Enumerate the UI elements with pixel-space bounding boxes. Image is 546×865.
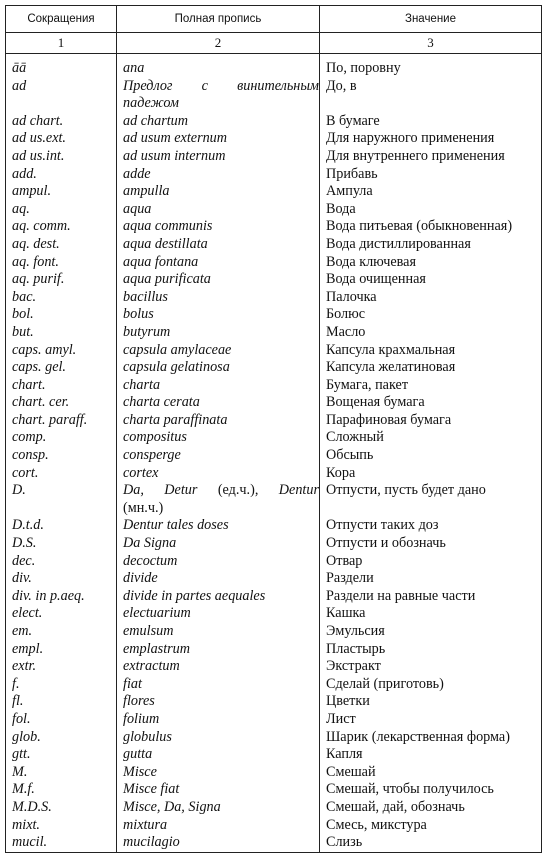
meaning-cell: Слизь <box>320 834 542 852</box>
abbreviation-cell: gtt. <box>6 746 117 764</box>
table-row <box>6 412 542 430</box>
meaning-cell: По, поровну <box>320 54 542 78</box>
abbreviation-cell: bol. <box>6 306 117 324</box>
abbreviation-cell: comp. <box>6 429 117 447</box>
meaning-cell: Ампула <box>320 183 542 201</box>
table-row <box>6 447 542 465</box>
full-spelling-cell: ana <box>117 54 320 78</box>
table-body <box>6 54 542 853</box>
meaning-cell: Обсыпь <box>320 447 542 465</box>
full-spelling-cell: ad usum internum <box>117 148 320 166</box>
table-row <box>6 201 542 219</box>
abbreviation-cell: dec. <box>6 553 117 571</box>
full-spelling-cell: ad usum externum <box>117 130 320 148</box>
meaning-cell: Отпусти, пусть будет дано <box>320 482 542 517</box>
meaning-cell: Капсула крахмальная <box>320 342 542 360</box>
full-spelling-part: Dentur <box>278 482 319 499</box>
full-spelling-cell: capsula gelatinosa <box>117 359 320 377</box>
meaning-cell: Цветки <box>320 693 542 711</box>
meaning-cell: Бумага, пакет <box>320 377 542 395</box>
abbreviation-cell: add. <box>6 166 117 184</box>
full-spelling-line: (мн.ч.) <box>123 499 164 516</box>
full-spelling-cell: aqua fontana <box>117 254 320 272</box>
full-spelling-cell: Misce, Da, Signa <box>117 799 320 817</box>
meaning-cell: Лист <box>320 711 542 729</box>
column-number: 2 <box>117 33 320 54</box>
meaning-cell: Вода очищенная <box>320 271 542 289</box>
table-row <box>6 605 542 623</box>
full-spelling-cell: butyrum <box>117 324 320 342</box>
table-row <box>6 324 542 342</box>
meaning-cell: Пластырь <box>320 641 542 659</box>
table-row <box>6 641 542 659</box>
column-number-row <box>6 33 542 54</box>
meaning-cell: Отпусти таких доз <box>320 517 542 535</box>
full-spelling-cell: ampulla <box>117 183 320 201</box>
full-spelling-cell: gutta <box>117 746 320 764</box>
full-spelling-cell: aqua purificata <box>117 271 320 289</box>
abbreviation-cell: aq. purif. <box>6 271 117 289</box>
abbreviation-cell: ad us.int. <box>6 148 117 166</box>
table-row <box>6 465 542 483</box>
abbreviation-cell: cort. <box>6 465 117 483</box>
meaning-cell: Смешай <box>320 764 542 782</box>
abbreviation-cell: bac. <box>6 289 117 307</box>
abbreviation-cell: aq. comm. <box>6 218 117 236</box>
meaning-cell: Вода <box>320 201 542 219</box>
full-spelling-cell: divide <box>117 570 320 588</box>
table-row <box>6 306 542 324</box>
full-spelling-cell: charta <box>117 377 320 395</box>
meaning-cell: Капля <box>320 746 542 764</box>
full-spelling-line: падежом <box>123 95 179 112</box>
full-spelling-cell: Dentur tales doses <box>117 517 320 535</box>
full-spelling-cell: charta paraffinata <box>117 412 320 430</box>
meaning-cell: Вода дистиллированная <box>320 236 542 254</box>
full-spelling-cell: bolus <box>117 306 320 324</box>
abbreviation-cell: āā <box>6 54 117 78</box>
abbreviation-cell: chart. cer. <box>6 394 117 412</box>
meaning-cell: Болюс <box>320 306 542 324</box>
table-row <box>6 54 542 78</box>
abbreviation-cell: D.t.d. <box>6 517 117 535</box>
abbreviations-table <box>5 5 542 853</box>
meaning-cell: Вощеная бумага <box>320 394 542 412</box>
meaning-cell: Для наружного применения <box>320 130 542 148</box>
full-spelling-cell: emulsum <box>117 623 320 641</box>
full-spelling-cell: electuarium <box>117 605 320 623</box>
table-row <box>6 535 542 553</box>
meaning-cell: Кашка <box>320 605 542 623</box>
full-spelling-cell: consperge <box>117 447 320 465</box>
table-row <box>6 764 542 782</box>
meaning-cell: Смесь, микстура <box>320 817 542 835</box>
meaning-cell: Отпусти и обозначь <box>320 535 542 553</box>
table-row <box>6 342 542 360</box>
full-spelling-cell: emplastrum <box>117 641 320 659</box>
meaning-cell: Вода питьевая (обыкновенная) <box>320 218 542 236</box>
abbreviation-cell: caps. amyl. <box>6 342 117 360</box>
table-row <box>6 377 542 395</box>
full-spelling-line: Предлог с винительным <box>123 77 319 94</box>
meaning-cell: Прибавь <box>320 166 542 184</box>
header-row <box>6 6 542 33</box>
meaning-cell: Смешай, дай, обозначь <box>320 799 542 817</box>
full-spelling-cell: globulus <box>117 729 320 747</box>
table-row <box>6 394 542 412</box>
table-row <box>6 799 542 817</box>
full-spelling-part: (ед.ч.), <box>197 482 279 499</box>
table-row <box>6 148 542 166</box>
abbreviation-cell: f. <box>6 676 117 694</box>
abbreviation-cell: fl. <box>6 693 117 711</box>
table-row <box>6 570 542 588</box>
table-row <box>6 236 542 254</box>
table-row <box>6 711 542 729</box>
meaning-cell: Смешай, чтобы получилось <box>320 781 542 799</box>
meaning-cell: Сложный <box>320 429 542 447</box>
abbreviation-cell: empl. <box>6 641 117 659</box>
full-spelling-cell: Misce <box>117 764 320 782</box>
table-row <box>6 166 542 184</box>
abbreviation-cell: ampul. <box>6 183 117 201</box>
abbreviation-cell: aq. <box>6 201 117 219</box>
header-meaning: Значение <box>320 6 542 33</box>
full-spelling-cell: cortex <box>117 465 320 483</box>
meaning-cell: Эмульсия <box>320 623 542 641</box>
table-row <box>6 693 542 711</box>
abbreviation-cell: fol. <box>6 711 117 729</box>
table-row <box>6 482 542 517</box>
meaning-cell: Для внутреннего применения <box>320 148 542 166</box>
full-spelling-part: Da, Detur <box>123 482 198 499</box>
table-row <box>6 289 542 307</box>
table-row <box>6 817 542 835</box>
column-number: 1 <box>6 33 117 54</box>
meaning-cell: Вода ключевая <box>320 254 542 272</box>
abbreviation-cell: aq. font. <box>6 254 117 272</box>
abbreviation-cell: D. <box>6 482 117 517</box>
abbreviation-cell: ad chart. <box>6 113 117 131</box>
full-spelling-cell <box>117 482 320 517</box>
meaning-cell: Раздели на равные части <box>320 588 542 606</box>
abbreviation-cell: chart. <box>6 377 117 395</box>
table-row <box>6 729 542 747</box>
abbreviation-cell: chart. paraff. <box>6 412 117 430</box>
abbreviation-cell: elect. <box>6 605 117 623</box>
abbreviation-cell: glob. <box>6 729 117 747</box>
header-full-spelling: Полная пропись <box>117 6 320 33</box>
abbreviation-cell: extr. <box>6 658 117 676</box>
abbreviation-cell: ad us.ext. <box>6 130 117 148</box>
meaning-cell: Масло <box>320 324 542 342</box>
meaning-cell: Кора <box>320 465 542 483</box>
table-row <box>6 746 542 764</box>
abbreviation-cell: consp. <box>6 447 117 465</box>
full-spelling-cell: Da Signa <box>117 535 320 553</box>
meaning-cell: В бумаге <box>320 113 542 131</box>
table-row <box>6 553 542 571</box>
full-spelling-cell: mixtura <box>117 817 320 835</box>
full-spelling-cell: charta cerata <box>117 394 320 412</box>
table-row <box>6 834 542 852</box>
table-row <box>6 130 542 148</box>
full-spelling-cell: ad chartum <box>117 113 320 131</box>
full-spelling-cell: bacillus <box>117 289 320 307</box>
table-row <box>6 623 542 641</box>
table-row <box>6 113 542 131</box>
meaning-cell: Палочка <box>320 289 542 307</box>
table-row <box>6 218 542 236</box>
table-row <box>6 359 542 377</box>
table-row <box>6 658 542 676</box>
full-spelling-cell: fiat <box>117 676 320 694</box>
table-row <box>6 676 542 694</box>
full-spelling-cell: adde <box>117 166 320 184</box>
table-row <box>6 254 542 272</box>
full-spelling-cell: aqua destillata <box>117 236 320 254</box>
table-row <box>6 781 542 799</box>
meaning-cell: Раздели <box>320 570 542 588</box>
full-spelling-cell: capsula amylaceae <box>117 342 320 360</box>
meaning-cell: Отвар <box>320 553 542 571</box>
meaning-cell: Сделай (приготовь) <box>320 676 542 694</box>
abbreviation-cell: but. <box>6 324 117 342</box>
meaning-cell: Парафиновая бумага <box>320 412 542 430</box>
table-row <box>6 517 542 535</box>
column-number: 3 <box>320 33 542 54</box>
abbreviation-cell: M.D.S. <box>6 799 117 817</box>
abbreviation-cell: M.f. <box>6 781 117 799</box>
header-abbreviation: Сокращения <box>6 6 117 33</box>
abbreviation-cell: aq. dest. <box>6 236 117 254</box>
meaning-cell: Экстракт <box>320 658 542 676</box>
abbreviation-cell: mucil. <box>6 834 117 852</box>
abbreviation-cell: div. in p.aeq. <box>6 588 117 606</box>
abbreviation-cell: ad <box>6 78 117 113</box>
meaning-cell: До, в <box>320 78 542 113</box>
full-spelling-cell: extractum <box>117 658 320 676</box>
full-spelling-cell: decoctum <box>117 553 320 571</box>
full-spelling-cell: compositus <box>117 429 320 447</box>
table-row <box>6 183 542 201</box>
meaning-cell: Капсула желатиновая <box>320 359 542 377</box>
table-row <box>6 588 542 606</box>
table-row <box>6 78 542 113</box>
full-spelling-cell: aqua communis <box>117 218 320 236</box>
abbreviation-cell: D.S. <box>6 535 117 553</box>
full-spelling-cell: flores <box>117 693 320 711</box>
abbreviation-cell: div. <box>6 570 117 588</box>
meaning-cell: Шарик (лекарственная форма) <box>320 729 542 747</box>
table-row <box>6 271 542 289</box>
full-spelling-cell <box>117 78 320 113</box>
full-spelling-cell: mucilagio <box>117 834 320 852</box>
table-row <box>6 429 542 447</box>
full-spelling-cell: divide in partes aequales <box>117 588 320 606</box>
abbreviation-cell: em. <box>6 623 117 641</box>
abbreviation-cell: mixt. <box>6 817 117 835</box>
full-spelling-cell: Misce fiat <box>117 781 320 799</box>
abbreviation-cell: caps. gel. <box>6 359 117 377</box>
full-spelling-cell: aqua <box>117 201 320 219</box>
abbreviation-cell: M. <box>6 764 117 782</box>
full-spelling-cell: folium <box>117 711 320 729</box>
